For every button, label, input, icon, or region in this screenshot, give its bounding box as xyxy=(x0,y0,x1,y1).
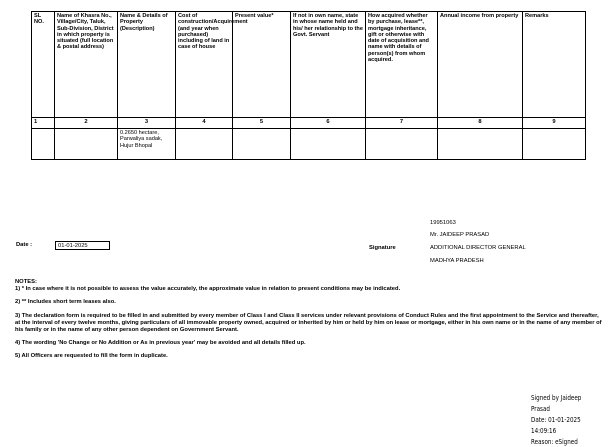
table-cell xyxy=(55,129,118,160)
signed-by: Signed by Jaideep Prasad xyxy=(531,393,582,413)
notes-title: NOTES: xyxy=(15,279,37,285)
table-cell xyxy=(32,129,55,160)
header-cell: Present value* xyxy=(233,12,291,118)
header-row xyxy=(32,12,586,118)
note-item: 5) All Officers are requested to fill the form in duplicate. xyxy=(15,353,168,360)
note-item: 1) * In case where it is not possible to assess the value accurately, the approximate value in relation to present conditions may be indicated. xyxy=(15,286,401,293)
column-number: 9 xyxy=(523,118,586,129)
note-item: 3) The declaration form is required to be filled in and submitted by every member of Class I and Class II services under relevant provisions of Conduct Rules and the first appointment to the Service and thereafter, at the interval of every twelve months, giving particulars of all immovable property owned, acquired or inherited by him or held by him on lease or mortgage, either in his own name or in the name of any member of his family or in the name of any other person dependent on Government Servant. xyxy=(15,312,602,334)
note-item: 2) ** Includes short term leases also. xyxy=(15,299,116,306)
signed-reason: Reason: eSigned xyxy=(531,437,578,446)
signed-date: Date: 01-01-2025 14:09:16 xyxy=(531,415,581,435)
column-number: 6 xyxy=(291,118,366,129)
date-field: 01-01-2025 xyxy=(55,241,110,250)
table-cell xyxy=(366,129,438,160)
column-number: 7 xyxy=(366,118,438,129)
header-cell: Name & Details of Property (Description) xyxy=(118,12,176,118)
table-cell xyxy=(233,129,291,160)
table-cell xyxy=(291,129,366,160)
table-cell xyxy=(176,129,233,160)
employee-id: 19951063 xyxy=(430,220,456,226)
table-cell: 0.2650 hectare, Parwaliya sadak, Hujur Bhopal xyxy=(118,129,176,160)
table-cell xyxy=(438,129,523,160)
note-item: 4) The wording 'No Change or No Addition or As in previous year' may be avoided and all details filled up. xyxy=(15,340,306,347)
digital-signature-block xyxy=(531,392,597,447)
designation: ADDITIONAL DIRECTOR GENERAL xyxy=(430,245,526,251)
notes-section xyxy=(15,279,605,367)
header-cell: Annual income from property xyxy=(438,12,523,118)
table-cell xyxy=(523,129,586,160)
column-number: 8 xyxy=(438,118,523,129)
signature-label: Signature xyxy=(369,245,396,251)
column-number: 2 xyxy=(55,118,118,129)
header-cell: How acquired whether by purchase, lease**, mortgage inheritance, gift or otherwise with date of acquisition and name with details of person(s) from whom acquired. xyxy=(366,12,438,118)
column-number: 3 xyxy=(118,118,176,129)
header-cell: Cost of construction/Acquirement (and year when purchased) including of land in case of house xyxy=(176,12,233,118)
column-number: 1 xyxy=(32,118,55,129)
header-cell: SL NO. xyxy=(32,12,55,118)
date-label: Date : xyxy=(16,242,33,248)
property-table xyxy=(31,11,586,160)
column-number: 4 xyxy=(176,118,233,129)
header-cell: Name of Khasra No., Village/City, Taluk, Sub-Division, District in which property is situated (full location & postal address) xyxy=(55,12,118,118)
header-cell: Remarks xyxy=(523,12,586,118)
column-number-row xyxy=(32,118,586,129)
header-cell: If not in own name, state in whose name held and his/ her relationship to the Govt. Servant xyxy=(291,12,366,118)
state: MADHYA PRADESH xyxy=(430,258,484,264)
officer-name: Mr. JAIDEEP PRASAD xyxy=(430,232,490,238)
column-number: 5 xyxy=(233,118,291,129)
table-row xyxy=(32,129,586,160)
